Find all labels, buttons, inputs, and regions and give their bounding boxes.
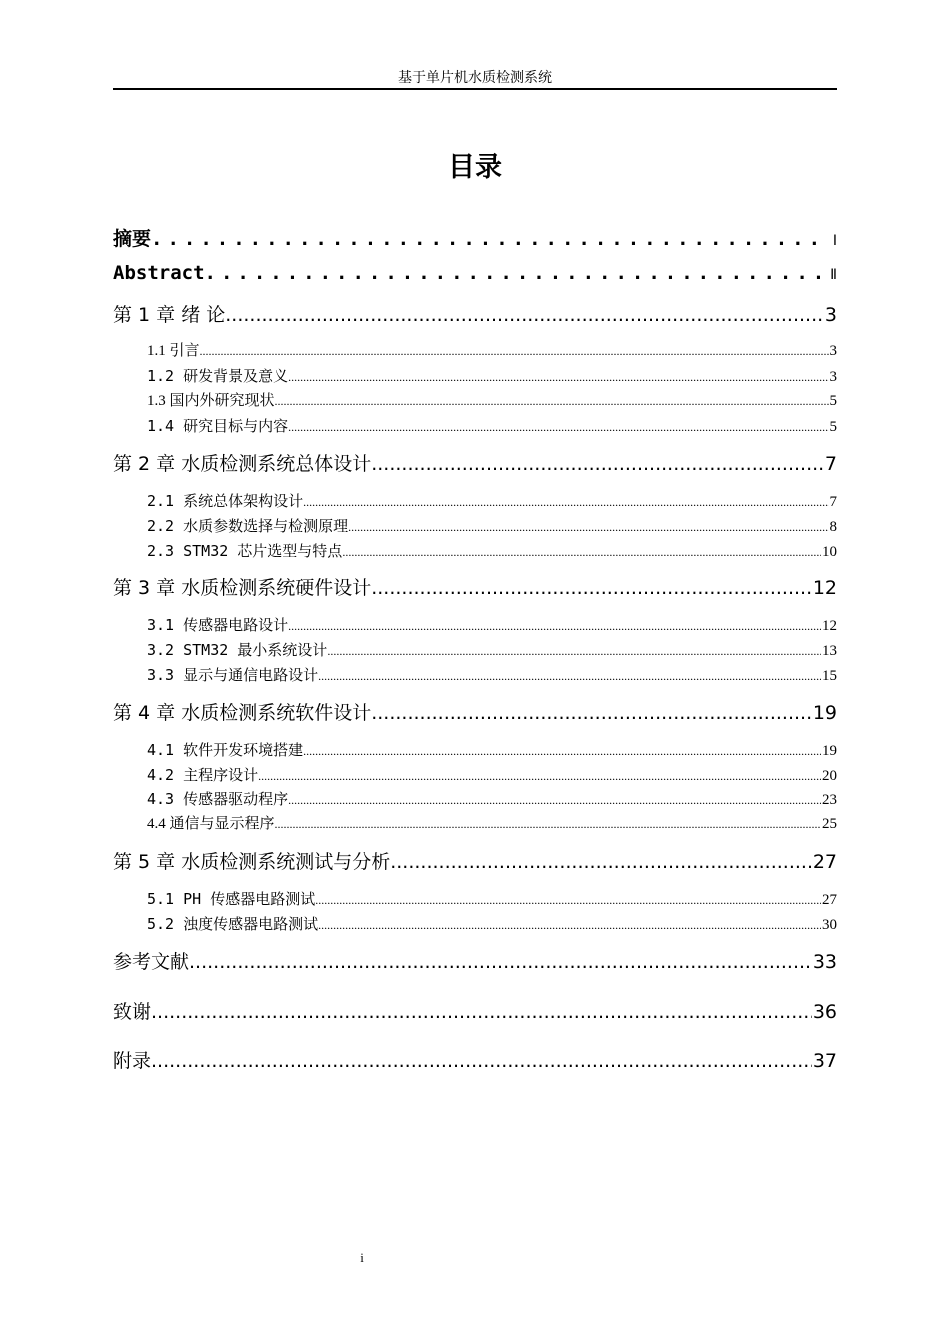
toc-section-3-1[interactable] <box>147 615 837 635</box>
toc-section-5-2[interactable] <box>147 914 837 934</box>
toc-entry-appendix[interactable] <box>113 1048 837 1074</box>
toc-entry-label: 1.3 国内外研究现状 <box>147 393 275 409</box>
toc-entry-page: 5 <box>829 393 837 409</box>
toc-entry-label: 5.2 浊度传感器电路测试 <box>147 915 319 933</box>
toc-entry-label: 3.1 传感器电路设计 <box>147 616 289 634</box>
toc-entry-label: 2.2 水质参数选择与检测原理 <box>147 517 349 535</box>
toc-entry-label: 3.2 STM32 最小系统设计 <box>147 641 328 659</box>
toc-entry-label: 2.1 系统总体架构设计 <box>147 492 304 510</box>
toc-section-3-3[interactable] <box>147 665 837 685</box>
toc-section-1-3[interactable] <box>147 391 837 411</box>
toc-section-2-1[interactable] <box>147 491 837 511</box>
toc-chapter-3[interactable] <box>113 575 837 601</box>
toc-entry-label: 1.1 引言 <box>147 343 200 359</box>
toc-entry-page: 15 <box>822 668 837 684</box>
toc-entry-page: 5 <box>829 419 837 435</box>
toc-section-2-2[interactable] <box>147 516 837 536</box>
toc-section-4-1[interactable] <box>147 740 837 760</box>
toc-entry-page: 19 <box>812 702 837 724</box>
page-header <box>113 68 837 90</box>
toc-entry-page: 25 <box>822 816 837 832</box>
toc-chapter-2[interactable] <box>113 451 837 477</box>
toc-entry-page: 19 <box>822 743 837 759</box>
toc-entry-label: 3.3 显示与通信电路设计 <box>147 666 319 684</box>
page-number: i <box>360 1250 364 1265</box>
toc-entry-page: 8 <box>829 519 837 535</box>
toc-entry-page: 7 <box>824 453 837 475</box>
toc-entry-label: 5.1 PH 传感器电路测试 <box>147 890 316 908</box>
toc-entry-label: 2.3 STM32 芯片选型与特点 <box>147 542 343 560</box>
toc-entry-label: 附录 <box>113 1050 152 1072</box>
toc-entry-page: Ⅱ <box>830 267 837 283</box>
toc-chapter-5[interactable] <box>113 849 837 875</box>
toc-entry-label: 参考文献 <box>113 951 190 973</box>
toc-entry-acknowledgements[interactable] <box>113 999 837 1025</box>
toc-entry-label: 第 1 章 绪 论 <box>113 304 226 326</box>
toc-entry-label: 第 4 章 水质检测系统软件设计 <box>113 702 372 724</box>
toc-entry-page: 27 <box>812 851 837 873</box>
toc-entry-page: 7 <box>829 494 837 510</box>
toc-entry-label: 4.4 通信与显示程序 <box>147 816 275 832</box>
toc-title: 目录 <box>448 152 502 183</box>
toc-entry-label: 1.2 研发背景及意义 <box>147 367 289 385</box>
toc-entry-page: 30 <box>822 917 837 933</box>
toc-section-3-2[interactable] <box>147 640 837 660</box>
header-title: 基于单片机水质检测系统 <box>398 70 552 86</box>
toc-section-1-4[interactable] <box>147 416 837 436</box>
toc-chapter-4[interactable] <box>113 700 837 726</box>
toc-entry-page: 12 <box>822 618 837 634</box>
toc-entry-label: 4.3 传感器驱动程序 <box>147 790 289 808</box>
toc-entry-references[interactable] <box>113 949 837 975</box>
toc-entry-label: 致谢 <box>113 1001 152 1023</box>
toc-chapter-1[interactable] <box>113 302 837 328</box>
toc-entry-abstract-en[interactable] <box>113 260 837 286</box>
toc-entry-label: 4.2 主程序设计 <box>147 766 259 784</box>
toc-entry-page: 10 <box>822 544 837 560</box>
toc-entry-page: 37 <box>812 1050 837 1072</box>
toc-section-1-2[interactable] <box>147 366 837 386</box>
toc-entry-label: 第 2 章 水质检测系统总体设计 <box>113 453 372 475</box>
toc-entry-page: 20 <box>822 768 837 784</box>
toc-entry-page: 36 <box>812 1001 837 1023</box>
toc-entry-page: 33 <box>812 951 837 973</box>
toc-entry-label: Abstract <box>113 262 205 284</box>
toc-entry-label: 1.4 研究目标与内容 <box>147 417 289 435</box>
toc-entry-page: 13 <box>822 643 837 659</box>
toc-entry-label: 第 5 章 水质检测系统测试与分析 <box>113 851 391 873</box>
toc-entry-page: 12 <box>812 577 837 599</box>
toc-entry-label: 第 3 章 水质检测系统硬件设计 <box>113 577 372 599</box>
toc-entry-abstract-cn[interactable] <box>113 226 837 252</box>
toc-entry-page: 3 <box>829 343 837 359</box>
toc-section-1-1[interactable] <box>147 341 837 361</box>
toc-section-5-1[interactable] <box>147 889 837 909</box>
toc-entry-page: Ⅰ <box>832 233 837 249</box>
toc-section-4-2[interactable] <box>147 765 837 785</box>
toc-section-4-3[interactable] <box>147 789 837 809</box>
toc-entry-page: 3 <box>829 369 837 385</box>
toc-entry-label: 4.1 软件开发环境搭建 <box>147 741 304 759</box>
toc-section-4-4[interactable] <box>147 814 837 834</box>
toc-entry-page: 3 <box>824 304 837 326</box>
toc-entry-label: 摘要 <box>113 228 152 250</box>
toc-section-2-3[interactable] <box>147 541 837 561</box>
toc-entry-page: 27 <box>822 892 837 908</box>
toc-entry-page: 23 <box>822 792 837 808</box>
